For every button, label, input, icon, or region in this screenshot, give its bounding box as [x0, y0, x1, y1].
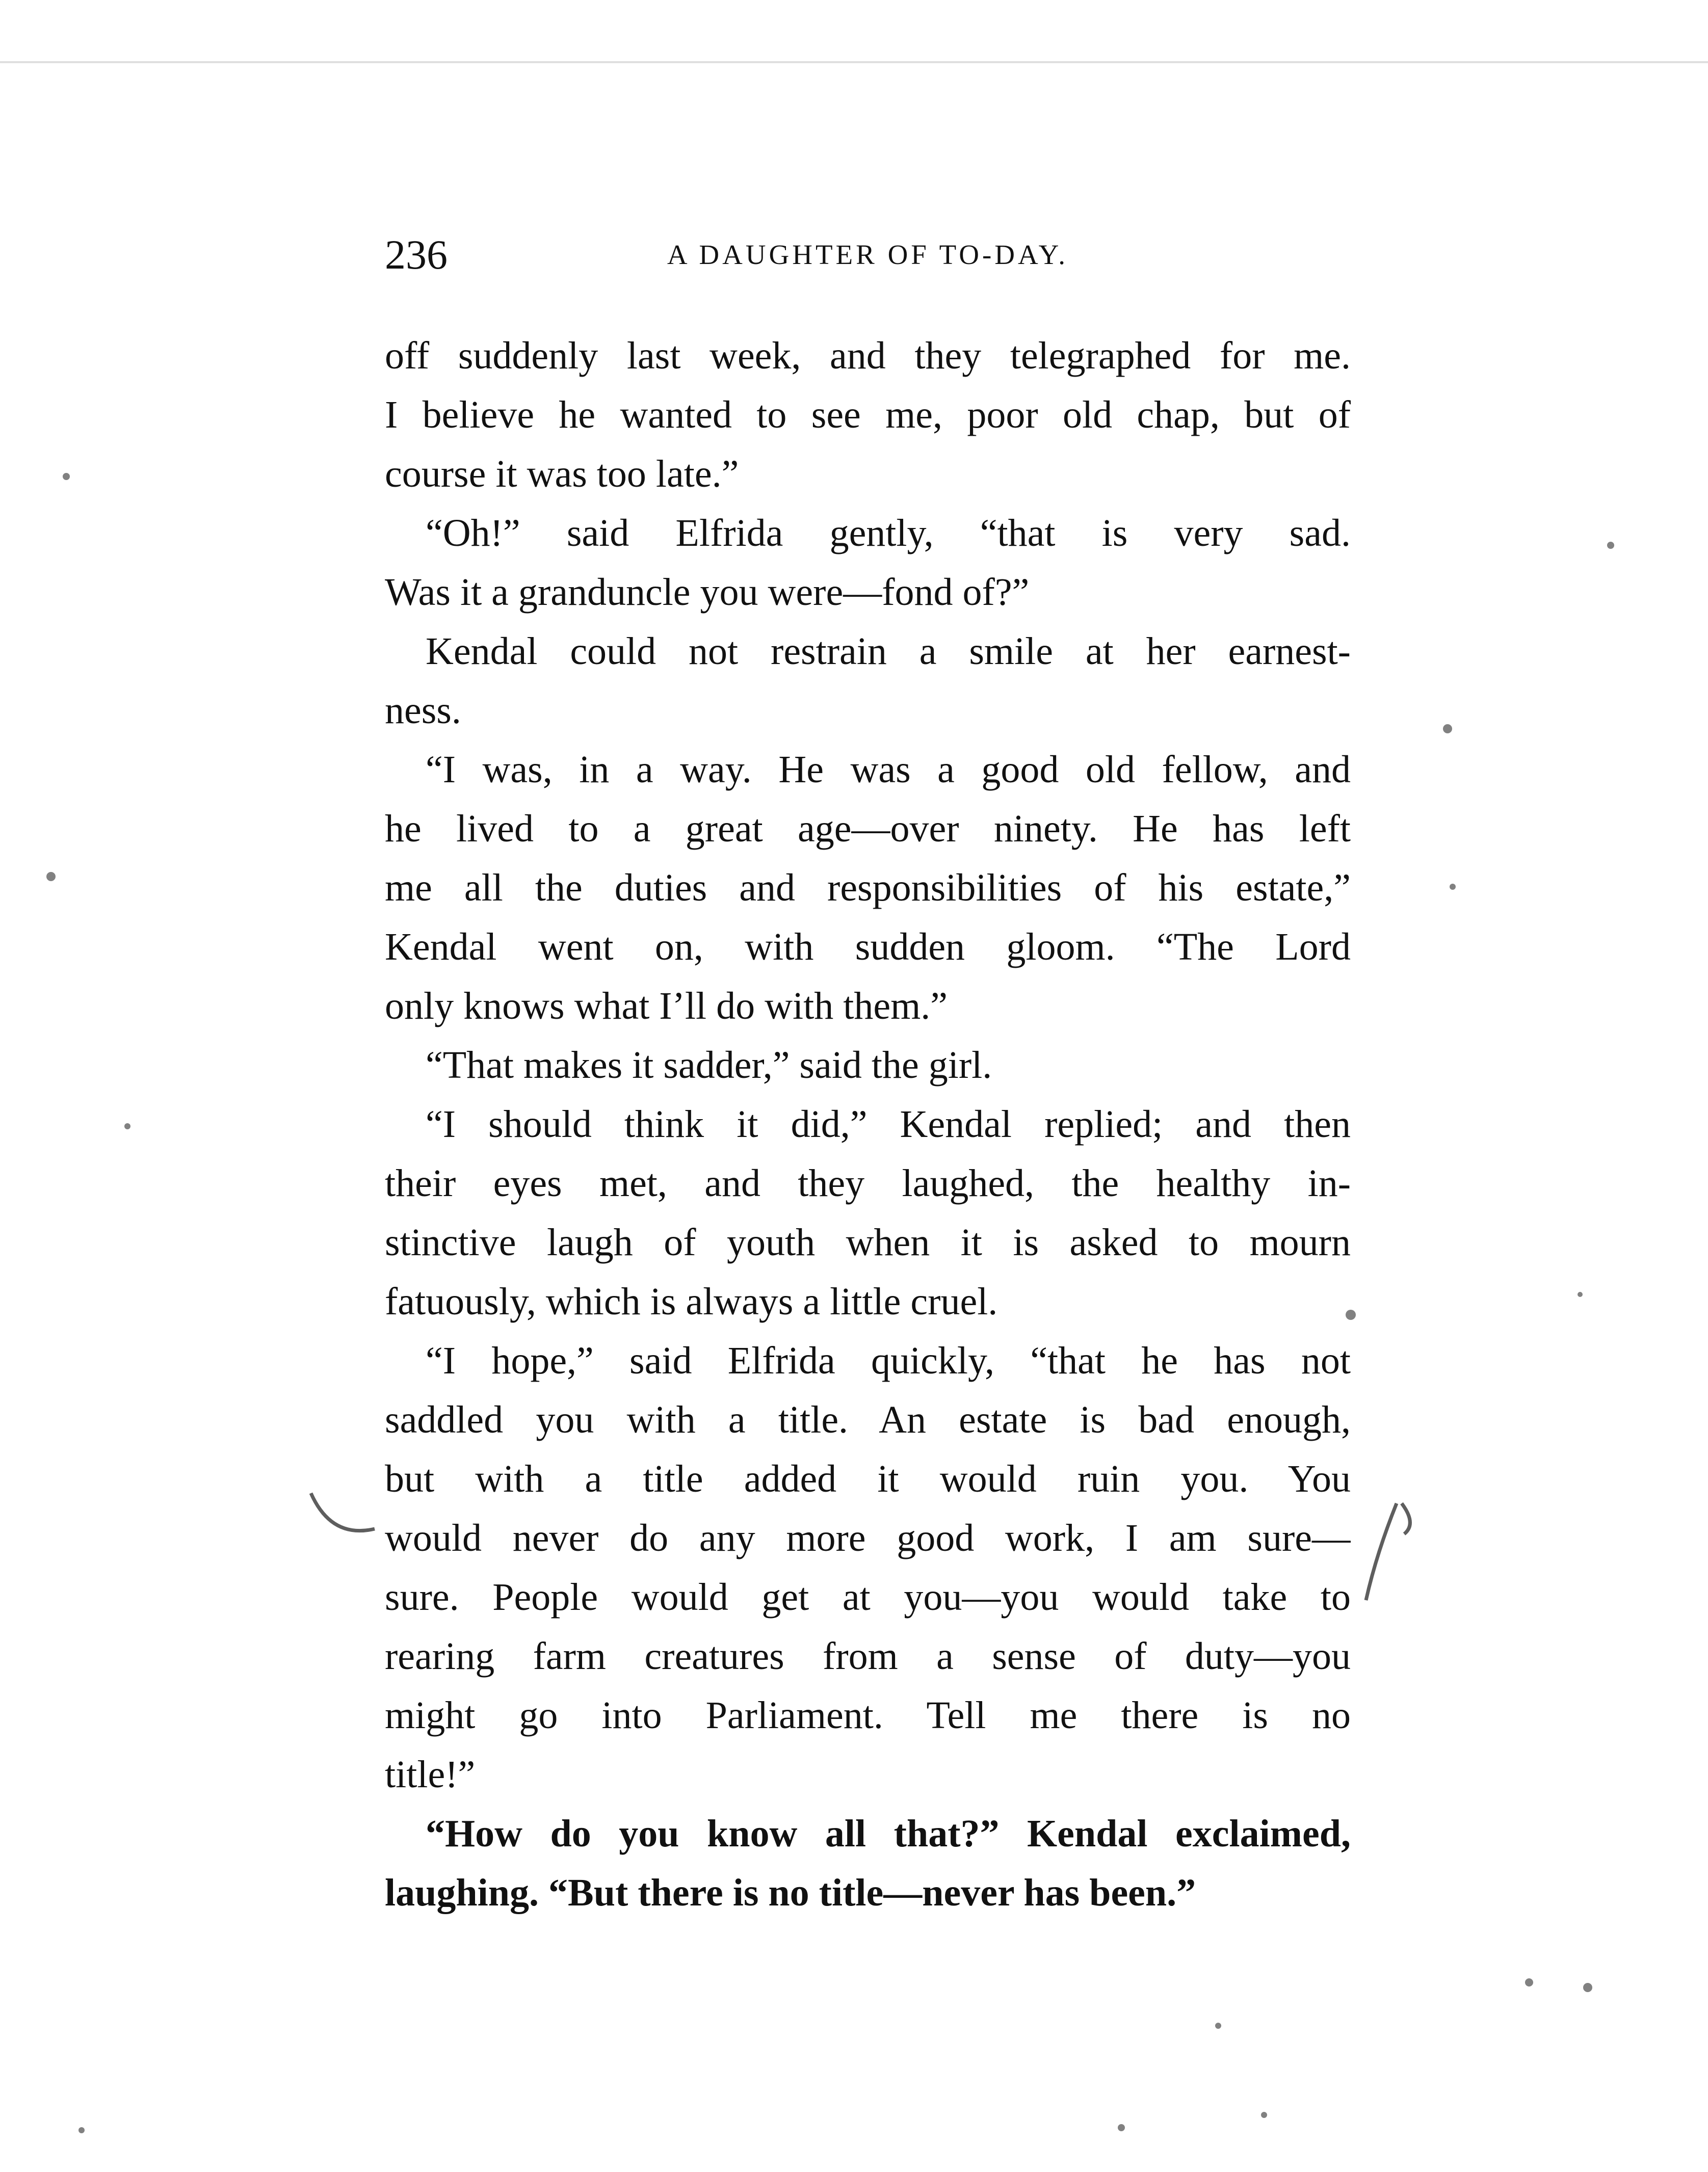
- text-line: Kendal could not restrain a smile at her earnest-: [426, 630, 1351, 673]
- text-line: “Oh!” said Elfrida gently, “that is very sad.: [426, 512, 1351, 554]
- text-line: Kendal went on, with sudden gloom. “The Lord: [385, 925, 1351, 968]
- text-line: stinctive laugh of youth when it is asked to mourn: [385, 1221, 1351, 1264]
- text-line: “How do you know all that?” Kendal exclaimed,: [426, 1812, 1351, 1855]
- running-header: [385, 227, 1351, 283]
- text-line: course it was too late.”: [385, 453, 739, 495]
- text-line: might go into Parliament. Tell me there is no: [385, 1694, 1351, 1737]
- text-line: rearing farm creatures from a sense of duty—you: [385, 1635, 1351, 1678]
- text-line: ness.: [385, 689, 461, 732]
- text-line: “I should think it did,” Kendal replied; and then: [426, 1103, 1351, 1146]
- text-line: their eyes met, and they laughed, the healthy in-: [385, 1162, 1351, 1205]
- text-line: “I was, in a way. He was a good old fellow, and: [426, 748, 1351, 791]
- text-line: “That makes it sadder,” said the girl.: [426, 1044, 992, 1087]
- page-number: 236: [385, 231, 448, 278]
- text-line: only knows what I’ll do with them.”: [385, 985, 948, 1027]
- body-text: [385, 326, 1351, 1922]
- text-line: laughing. “But there is no title—never has been.”: [385, 1871, 1196, 1914]
- text-line: Was it a granduncle you were—fond of?”: [385, 571, 1030, 614]
- text-line: saddled you with a title. An estate is bad enough,: [385, 1398, 1351, 1441]
- text-line: off suddenly last week, and they telegraphed for me.: [385, 334, 1351, 377]
- text-line: me all the duties and responsibilities of his estate,”: [385, 866, 1351, 909]
- text-line: sure. People would get at you—you would take to: [385, 1576, 1351, 1619]
- text-line: title!”: [385, 1753, 476, 1796]
- text-line: “I hope,” said Elfrida quickly, “that he has not: [426, 1339, 1351, 1382]
- running-title: A DAUGHTER OF TO-DAY.: [667, 239, 1069, 270]
- text-line: but with a title added it would ruin you. You: [385, 1458, 1351, 1500]
- text-line: would never do any more good work, I am sure—: [385, 1517, 1351, 1559]
- text-line: he lived to a great age—over ninety. He has left: [385, 807, 1351, 850]
- text-line: fatuously, which is always a little cruel.: [385, 1280, 998, 1323]
- text-line: I believe he wanted to see me, poor old chap, but of: [385, 393, 1351, 436]
